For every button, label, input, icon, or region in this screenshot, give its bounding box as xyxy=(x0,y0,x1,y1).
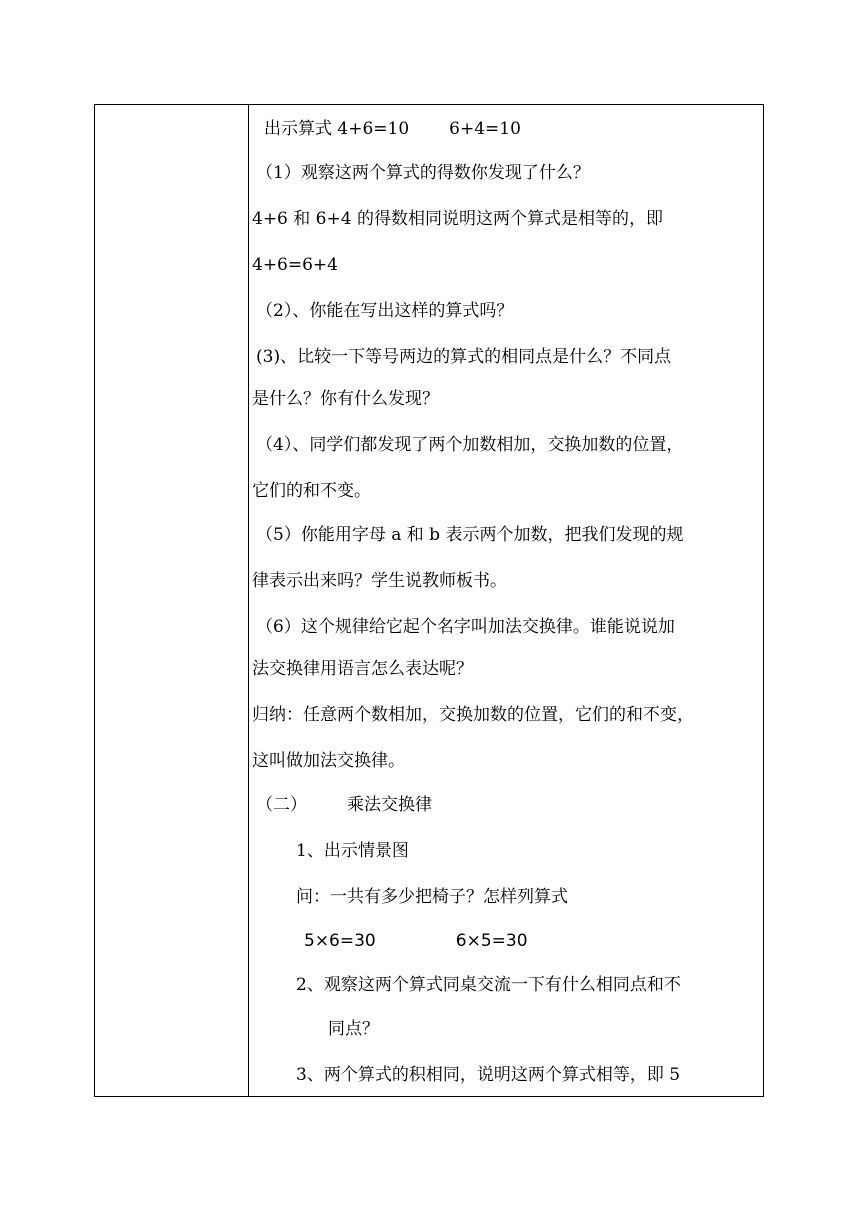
column-divider xyxy=(248,105,249,1096)
text-line-12: （6）这个规律给它起个名字叫加法交换律。谁能说说加 xyxy=(256,617,675,637)
text-line-16: （二） 乘法交换律 xyxy=(256,795,432,815)
text-line-19: 5×6=30 6×5=30 xyxy=(304,931,528,951)
text-line-17: 1、出示情景图 xyxy=(296,841,409,861)
text-line-3: 4+6 和 6+4 的得数相同说明这两个算式是相等的，即 xyxy=(252,209,663,229)
text-line-9: 它们的和不变。 xyxy=(252,481,371,501)
text-line-4: 4+6=6+4 xyxy=(252,255,338,275)
text-line-11: 律表示出来吗？学生说教师板书。 xyxy=(252,571,507,591)
text-line-20: 2、观察这两个算式同桌交流一下有什么相同点和不 xyxy=(296,975,681,995)
text-line-14: 归纳：任意两个数相加，交换加数的位置，它们的和不变， xyxy=(252,705,694,725)
text-line-15: 这叫做加法交换律。 xyxy=(252,751,405,771)
text-line-2: （1）观察这两个算式的得数你发现了什么？ xyxy=(256,163,590,183)
text-line-13: 法交换律用语言怎么表达呢？ xyxy=(252,659,473,679)
text-line-21: 同点？ xyxy=(328,1019,379,1039)
lesson-table xyxy=(94,104,764,1097)
text-line-5: （2）、你能在写出这样的算式吗？ xyxy=(256,301,514,321)
text-line-6: (3)、比较一下等号两边的算式的相同点是什么？不同点 xyxy=(256,347,672,367)
text-line-22: 3、两个算式的积相同，说明这两个算式相等，即 5 xyxy=(296,1065,681,1085)
text-line-8: （4）、同学们都发现了两个加数相加，交换加数的位置， xyxy=(256,435,684,455)
text-line-1: 出示算式 4+6=10 6+4=10 xyxy=(264,119,521,139)
text-line-7: 是什么？你有什么发现？ xyxy=(252,389,439,409)
text-line-10: （5）你能用字母 a 和 b 表示两个加数，把我们发现的规 xyxy=(256,525,684,545)
text-line-18: 问：一共有多少把椅子？怎样列算式 xyxy=(296,887,568,907)
